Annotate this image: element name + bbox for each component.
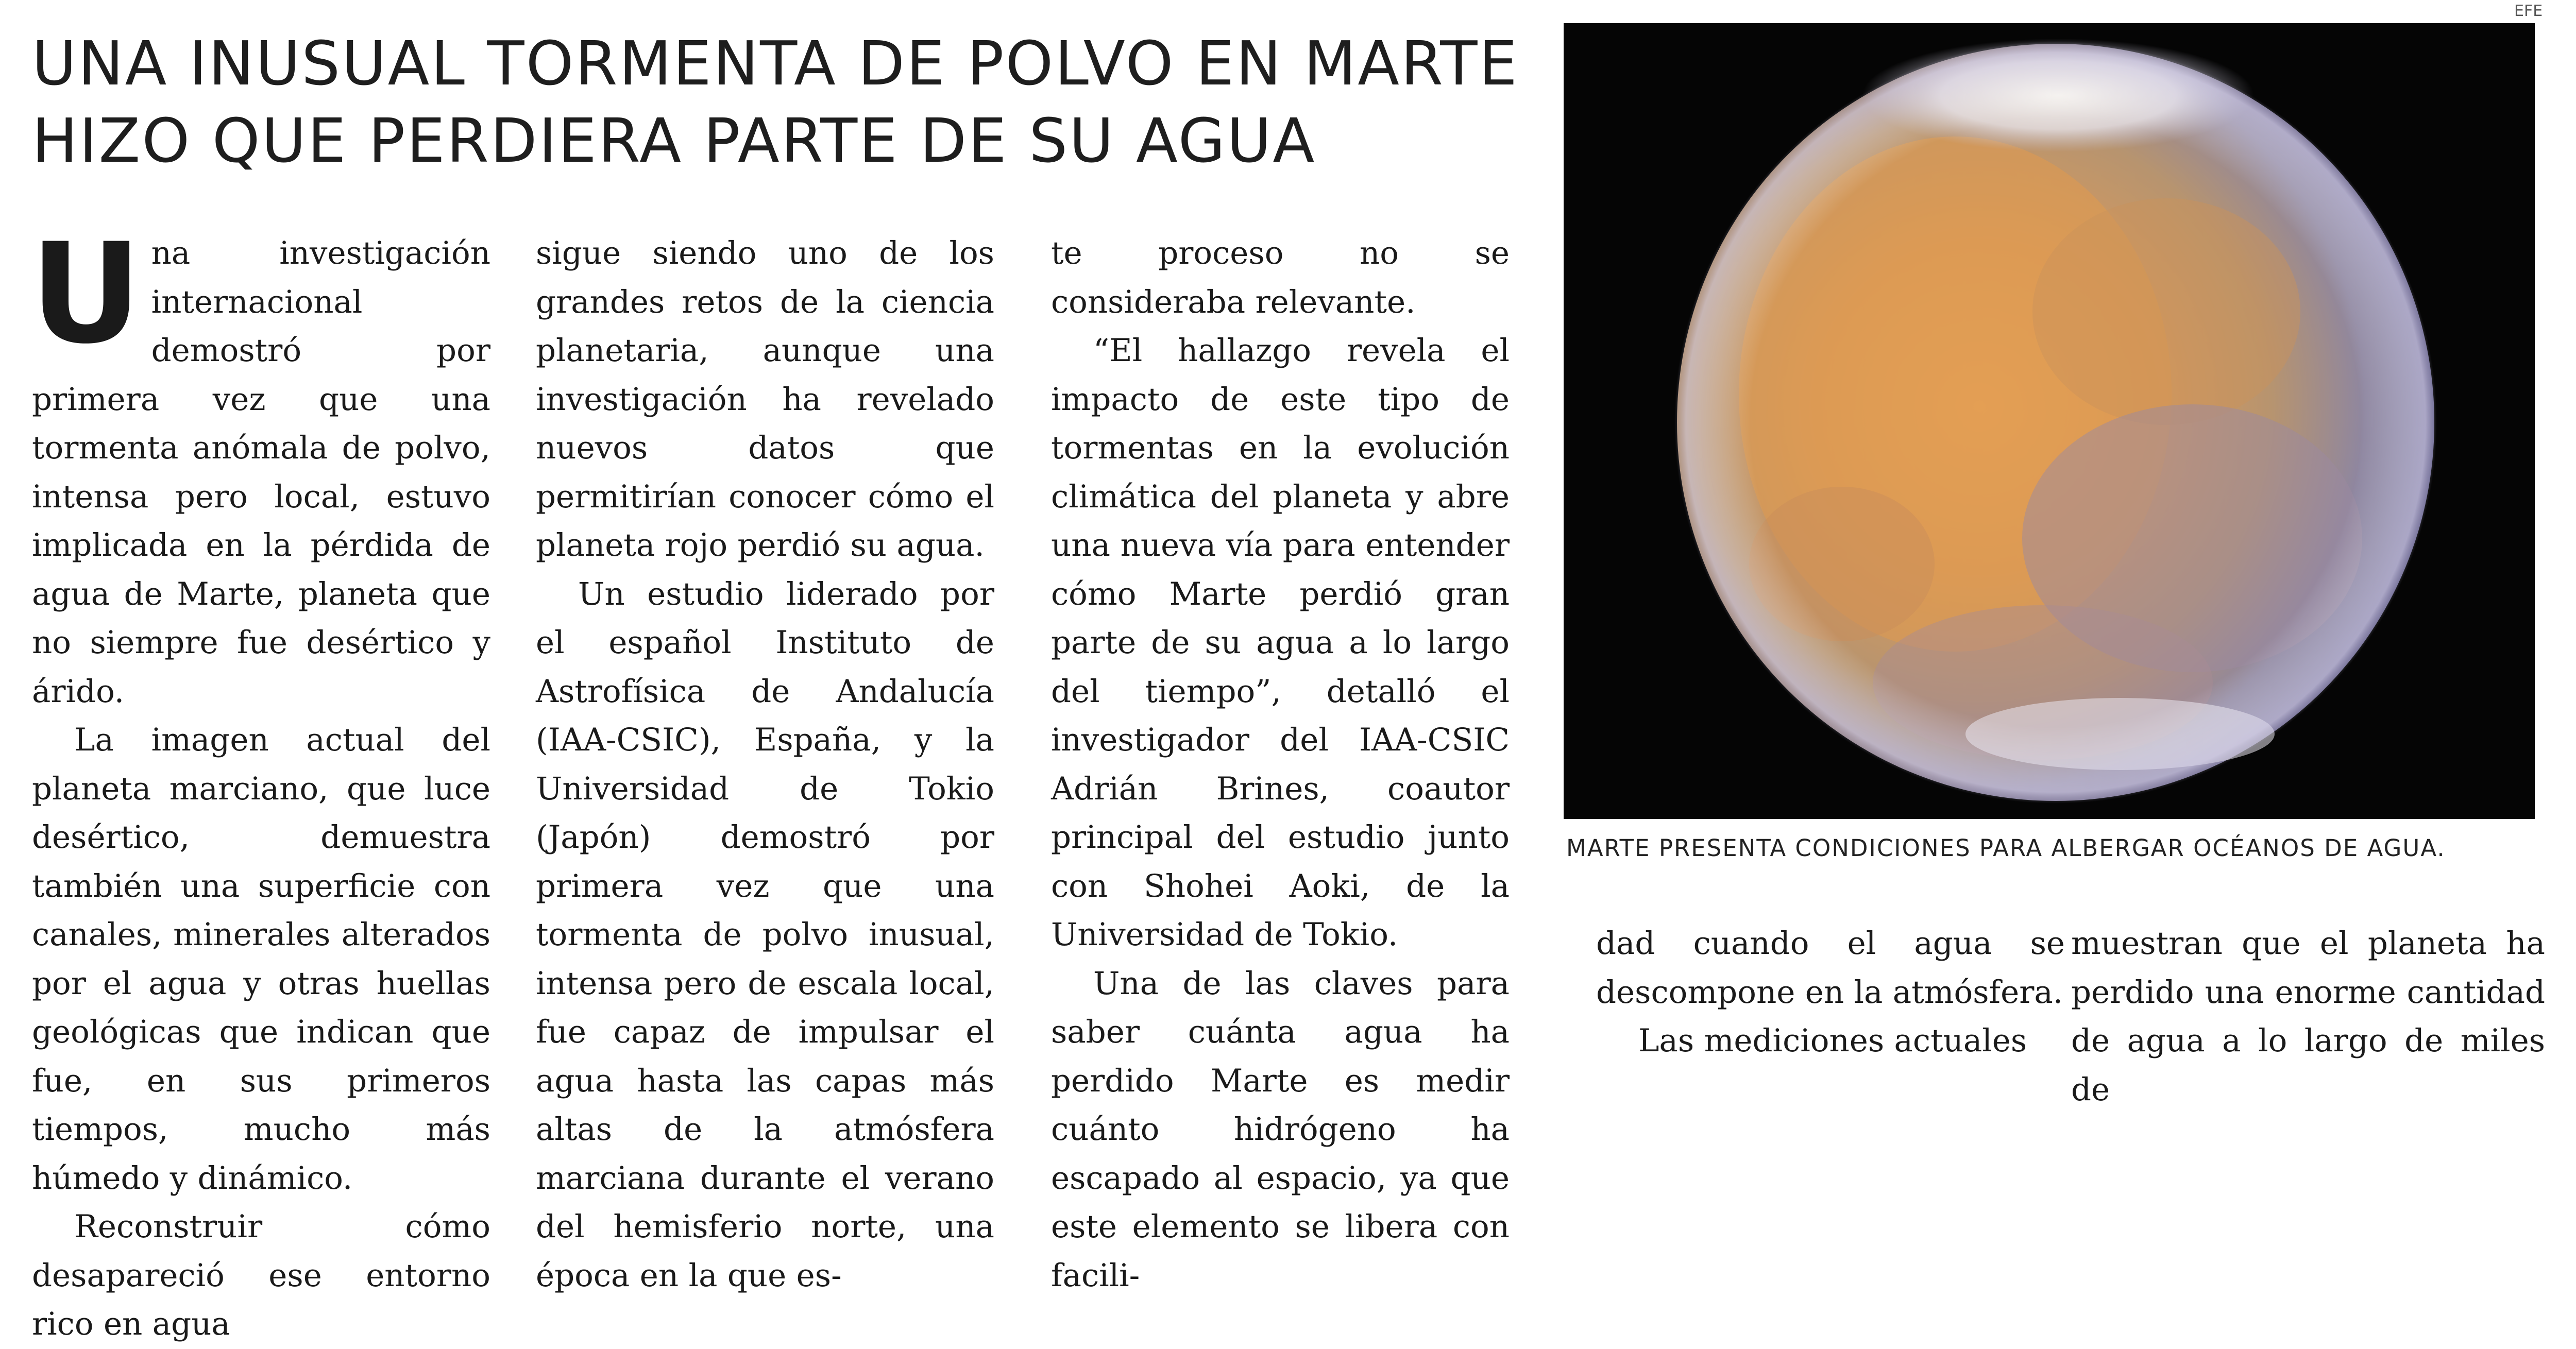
body-paragraph: Reconstruir cómo desapareció ese entorno rico en agua xyxy=(32,1208,490,1342)
body-paragraph: Un estudio liderado por el español Instituto de Astrofísica de Andalucía (IAA-CSIC), España, y la Universidad de Tokio (Japón) demostró por primera vez que una tormenta de polvo inusual, intensa pero de escala local, fue capaz de impulsar el agua hasta las capas más altas de la atmósfera marciana durante el verano del hemisferio norte, una época en la que es- xyxy=(536,575,994,1294)
quote-paragraph: “El hallazgo revela el impacto de este tipo de tormentas en la evolución climática del planeta y abre una nueva vía para entender cómo Marte perdió gran parte de su agua a lo largo del tiempo”, detalló el investigador del IAA-CSIC Adrián Brines, coautor principal del estudio junto con Shohei Aoki, de la Universidad de Tokio. xyxy=(1051,332,1510,953)
photo-credit: EFE xyxy=(2514,2,2543,20)
body-paragraph-continued: te proceso no se consideraba relevante. xyxy=(1051,235,1510,320)
body-paragraph: Una de las claves para saber cuánta agua ha perdido Marte es medir cuánto hidrógeno ha escapado al espacio, ya que este elemento se libera con facili- xyxy=(1051,965,1510,1294)
body-paragraph-continued: sigue siendo uno de los grandes retos de la ciencia planetaria, aunque una investigación ha revelado nuevos datos que permitirían conocer cómo el planeta rojo perdió su agua. xyxy=(536,235,994,563)
mars-planet-image xyxy=(1564,23,2535,819)
article-column-2 xyxy=(536,229,994,1300)
body-paragraph-continued: muestran que el planeta ha perdido una enorme cantidad de agua a lo largo de miles de xyxy=(2071,925,2545,1108)
photo-caption: MARTE PRESENTA CONDICIONES PARA ALBERGAR OCÉANOS DE AGUA. xyxy=(1566,834,2446,862)
article-column-4 xyxy=(1596,919,2065,1066)
body-paragraph-continued: dad cuando el agua se descompone en la atmósfera. xyxy=(1596,925,2065,1011)
body-paragraph: La imagen actual del planeta marciano, que luce desértico, demuestra también una superficie con canales, minerales alterados por el agua y otras huellas geológicas que indican que fue, en sus primeros tiempos, mucho más húmedo y dinámico. xyxy=(32,722,490,1197)
article-column-5 xyxy=(2071,919,2545,1114)
body-paragraph: Las mediciones actuales xyxy=(1638,1022,2027,1059)
article-column-1 xyxy=(30,214,490,1349)
lead-paragraph xyxy=(30,214,490,716)
mars-photo xyxy=(1564,23,2535,819)
article-headline: UNA INUSUAL TORMENTA DE POLVO EN MARTE HIZO QUE PERDIERA PARTE DE SU AGUA xyxy=(32,28,1519,176)
drop-cap: U xyxy=(30,214,142,374)
article-column-3 xyxy=(1051,229,1510,1300)
lead-text: na investigación internacional demostró por primera vez que una tormenta anómala de polvo, intensa pero local, estuvo implicada en la pérdida de agua de Marte, planeta que no siempre fue desértico y árido. xyxy=(32,235,490,710)
